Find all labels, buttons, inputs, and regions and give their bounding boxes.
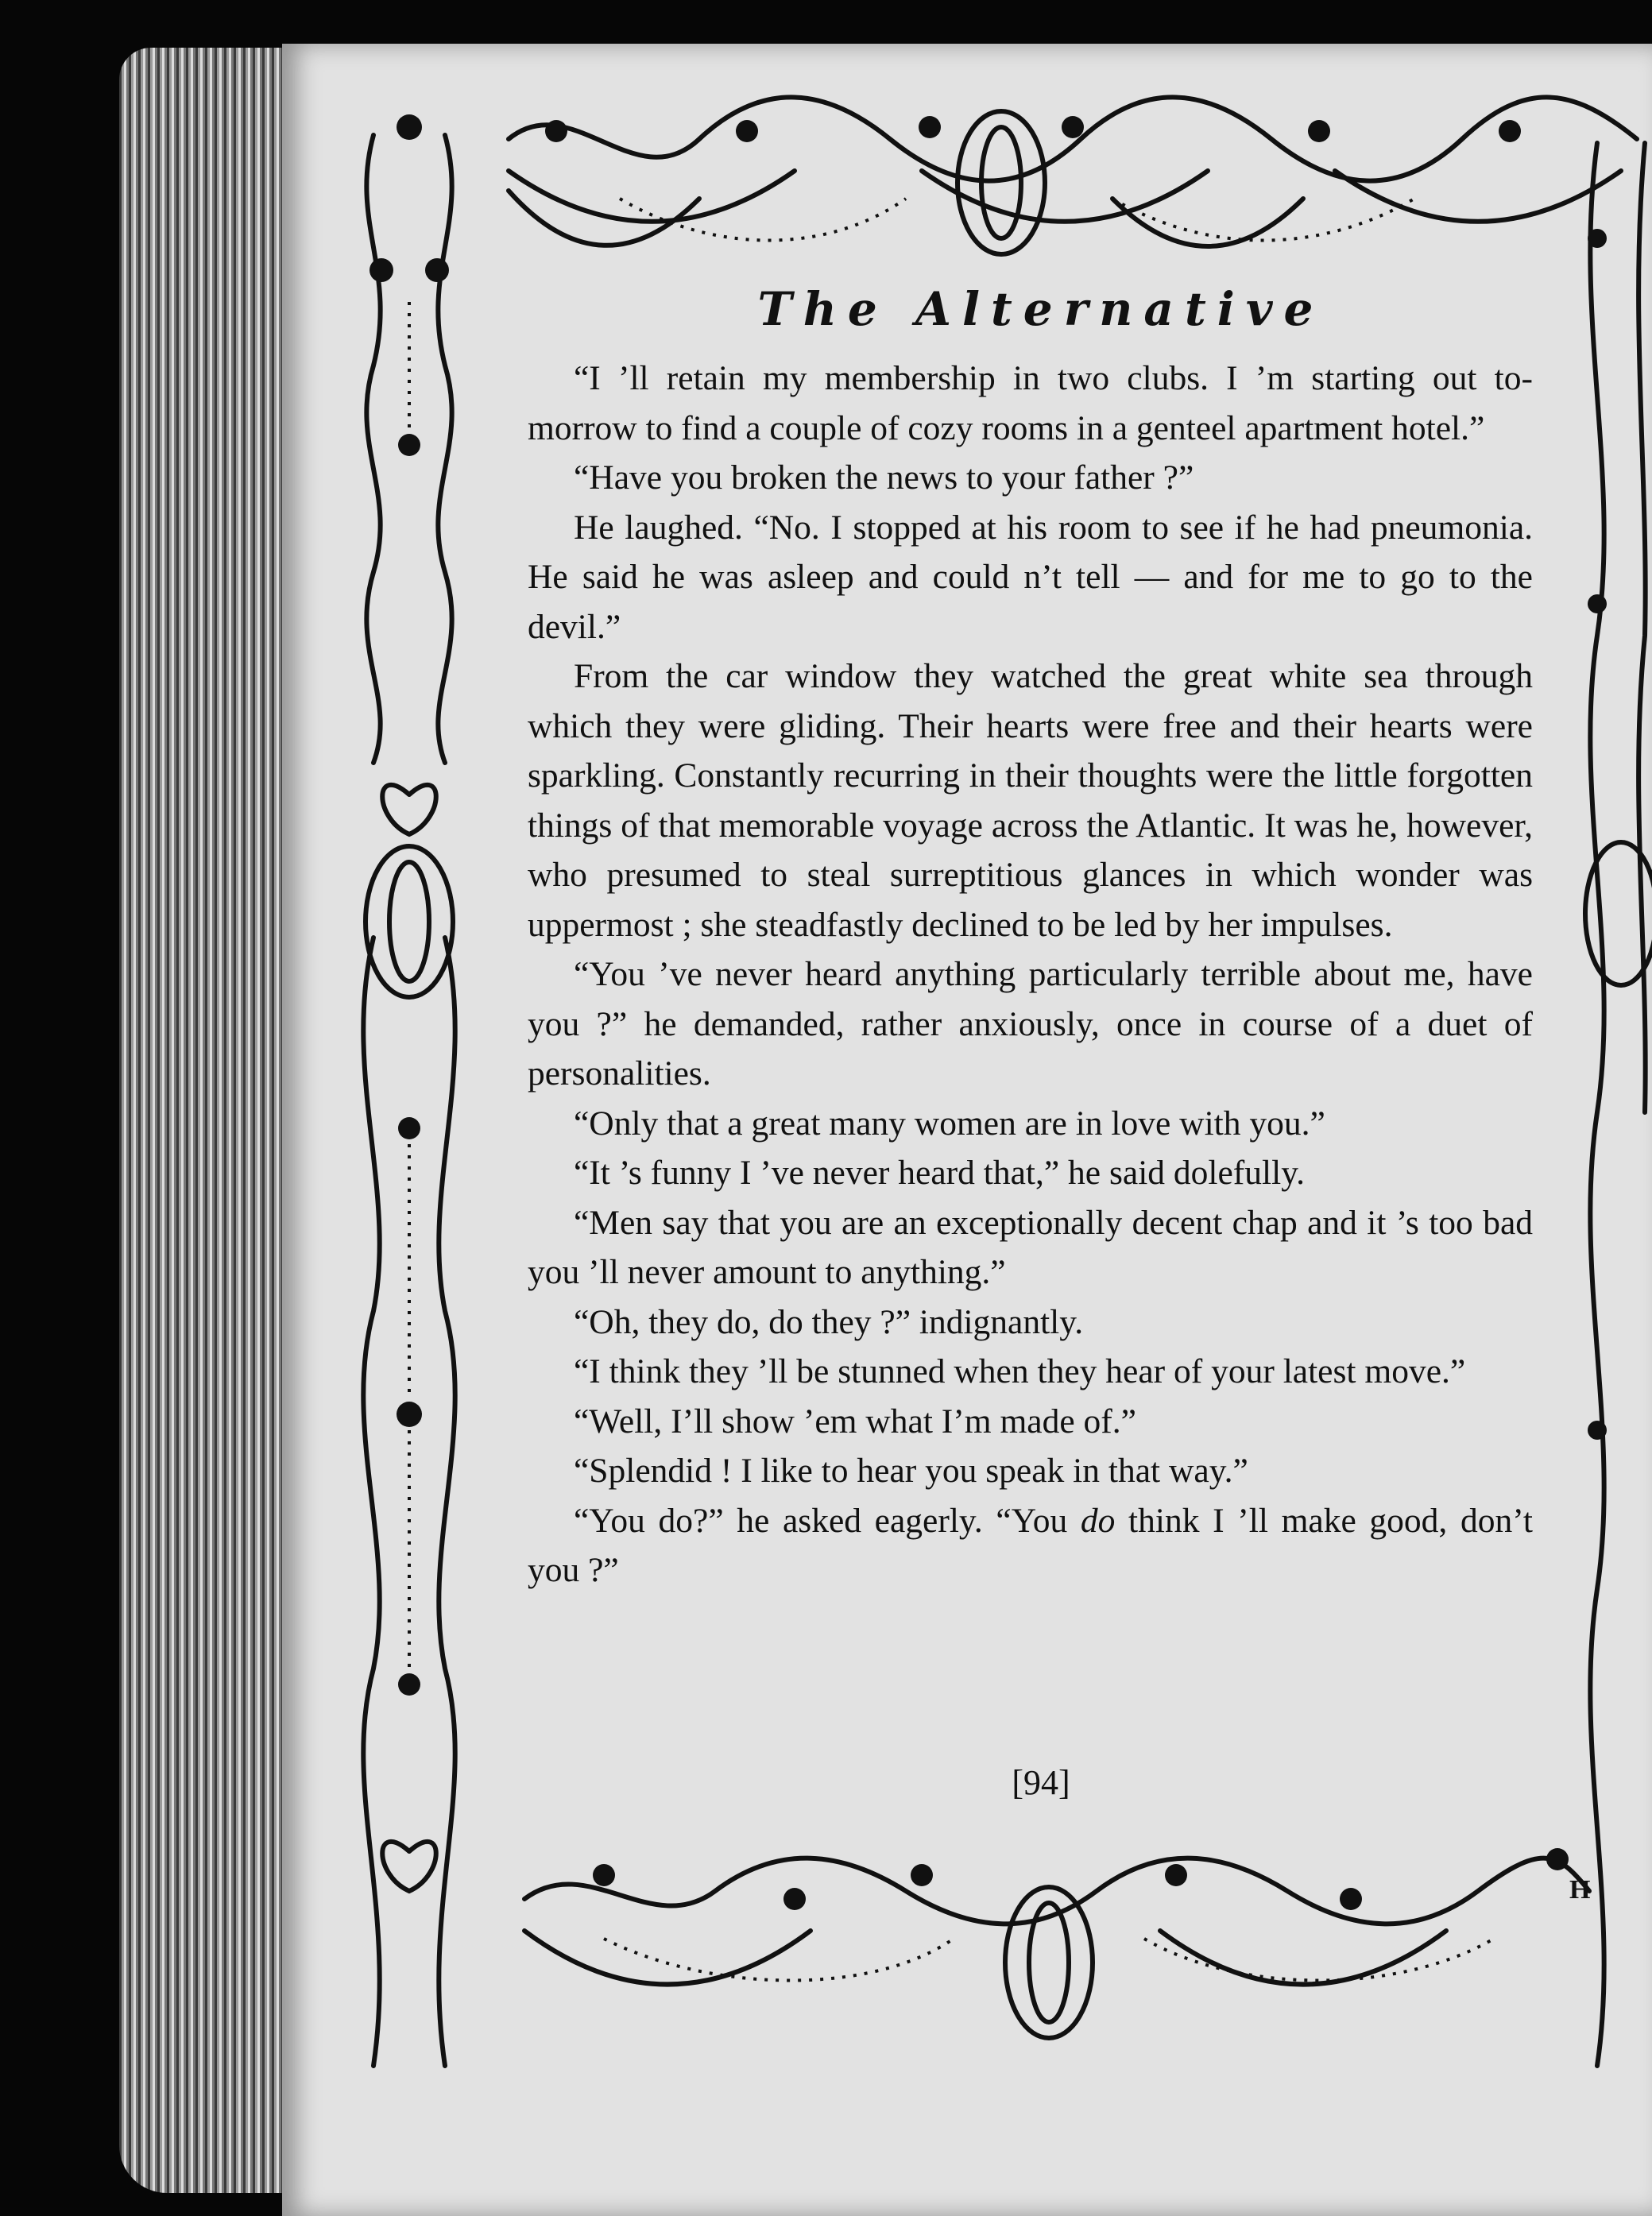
paragraph-text: “You do?” he asked eagerly. “You xyxy=(574,1501,1081,1540)
paragraph: “Have you broken the news to your father ?” xyxy=(574,458,1194,497)
paragraph: “I think they ’ll be stunned when they hear of your latest move.” xyxy=(574,1352,1466,1390)
paragraph: “It ’s funny I ’ve never heard that,” he said dolefully. xyxy=(574,1154,1305,1192)
paragraph: “Oh, they do, do they ?” indignantly. xyxy=(574,1302,1084,1341)
paragraph: From the car window they watched the great white sea through which they were gliding. Their hearts were free and their hearts were sparkling. Constantly recurring in their thoughts were the little forgotten things of that memorable voyage across the Atlantic. It was he, however, who presumed to steal surreptitious glances in which wonder was uppermost ; she steadfastly declined to be led by her impulses. xyxy=(528,657,1533,944)
paragraph-text: think I ’ll make good, don’t you ?” xyxy=(528,1501,1533,1589)
corner-mark: H xyxy=(1569,1875,1591,1905)
paragraph: “Splendid ! I like to hear you speak in that way.” xyxy=(574,1452,1248,1490)
paragraph xyxy=(528,1496,1533,1595)
body-text xyxy=(528,354,1533,1595)
emphasis-text: do xyxy=(1080,1501,1116,1540)
paragraph: “You ’ve never heard anything particularly terrible about me, have you ?” he demanded, rather anxiously, once in course of a duet of personalities. xyxy=(528,955,1533,1093)
page-number: [94] xyxy=(1012,1763,1070,1802)
paragraph: “Well, I’ll show ’em what I’m made of.” xyxy=(574,1402,1136,1441)
paragraph: He laughed. “No. I stopped at his room to see if he had pneumonia. He said he was asleep and could n’t tell — and for me to go to the devil.” xyxy=(528,508,1533,646)
running-title: The Alternative xyxy=(757,282,1325,336)
paragraph: “Men say that you are an exceptionally decent chap and it ’s too bad you ’ll never amount to anything.” xyxy=(528,1203,1533,1291)
paragraph: “I ’ll retain my membership in two clubs. I ’m starting out to-morrow to find a couple of cozy rooms in a genteel apartment hotel.” xyxy=(528,359,1533,447)
paragraph: “Only that a great many women are in love with you.” xyxy=(574,1104,1325,1143)
